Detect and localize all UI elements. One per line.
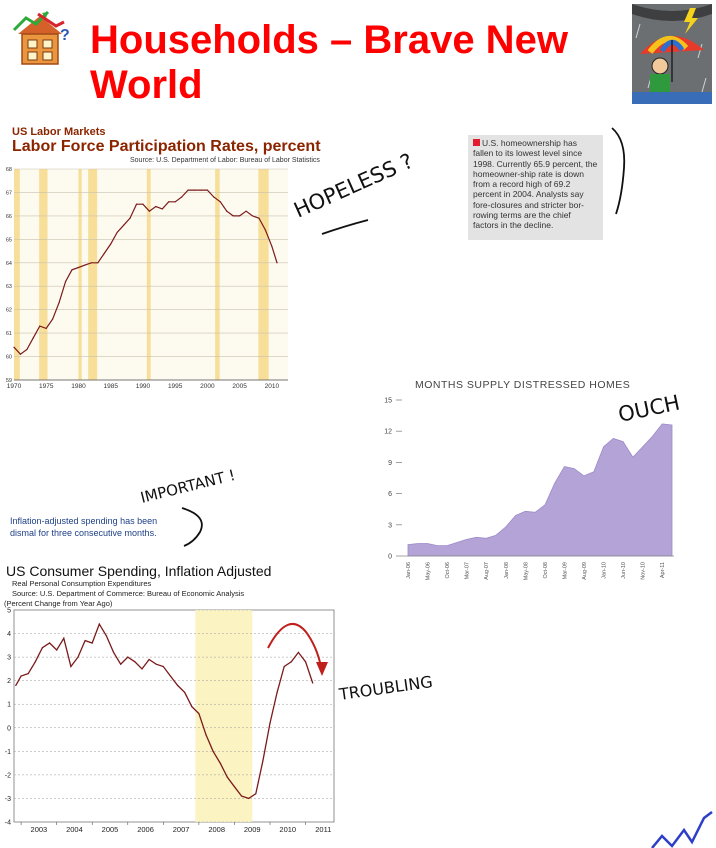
annotation-arrowhead xyxy=(316,662,328,676)
x-tick-label: Mar-09 xyxy=(562,562,569,580)
y-tick-label: 64 xyxy=(5,260,12,267)
y-tick-label: 0 xyxy=(7,725,11,733)
y-tick-label: 61 xyxy=(5,331,12,338)
annotation-scribble xyxy=(652,812,712,848)
x-tick-label: Aug-09 xyxy=(582,562,588,580)
chart1-title: Labor Force Participation Rates, percent xyxy=(12,138,321,155)
annotation-ouch: OUCH xyxy=(616,390,683,427)
y-tick-label: -1 xyxy=(4,748,11,756)
annotation-bracket xyxy=(612,128,624,214)
chart3-source: Source: U.S. Department of Commerce: Bureau of Economic Analysis xyxy=(12,589,245,598)
x-tick-label: Mar-07 xyxy=(464,562,471,580)
inflation-note-line1: Inflation-adjusted spending has been xyxy=(10,516,158,526)
y-tick-label: 2 xyxy=(7,678,11,686)
x-tick-label: May-08 xyxy=(523,562,530,581)
y-tick-label: 62 xyxy=(5,307,12,314)
x-tick-label: Jan-06 xyxy=(406,562,412,579)
chart1-source: Source: U.S. Department of Labor: Bureau of Labor Statistics xyxy=(130,157,320,164)
x-tick-label: 1970 xyxy=(6,383,22,390)
x-tick-label: Nov-10 xyxy=(640,562,647,580)
y-tick-label: 3 xyxy=(7,654,11,662)
y-tick-label: 5 xyxy=(7,607,11,615)
y-tick-label: 66 xyxy=(5,213,12,220)
x-tick-label: 2005 xyxy=(101,825,119,834)
y-tick-label: -3 xyxy=(4,795,11,803)
y-tick-label: 15 xyxy=(384,397,392,405)
chart3-unit: (Percent Change from Year Ago) xyxy=(4,599,113,608)
x-tick-label: 2010 xyxy=(279,825,297,834)
y-tick-label: 63 xyxy=(5,284,12,291)
x-tick-label: Oct-08 xyxy=(542,562,549,579)
x-tick-label: 2010 xyxy=(264,383,280,390)
y-tick-label: 0 xyxy=(388,553,392,561)
y-tick-label: 3 xyxy=(388,522,392,530)
y-tick-label: -4 xyxy=(4,819,11,827)
x-tick-label: 2000 xyxy=(200,383,215,390)
x-tick-label: Apr-11 xyxy=(660,562,667,579)
y-tick-label: 59 xyxy=(5,378,12,384)
slide-title: Households – Brave New World xyxy=(90,18,568,107)
chart2-title: MONTHS SUPPLY DISTRESSED HOMES xyxy=(415,379,631,391)
y-tick-label: 60 xyxy=(5,354,12,361)
x-tick-label: Oct-06 xyxy=(445,562,452,579)
annotation-important: IMPORTANT ! xyxy=(138,465,238,507)
y-tick-label: 68 xyxy=(5,167,12,173)
x-tick-label: 2007 xyxy=(172,825,190,834)
homeownership-note-text: U.S. homeownership has fallen to its lowest level since 1998. Currently 65.9 percent, the homeowner-ship rate is down from a record high of 69.2 percent in 2004. Analysts say fore-closures and stricter bor-rowing terms are the chief factors in the decline. xyxy=(473,138,598,231)
x-tick-label: 2011 xyxy=(315,825,332,834)
y-tick-label: 1 xyxy=(7,701,11,709)
y-tick-label: 6 xyxy=(388,491,392,499)
x-tick-label: 1990 xyxy=(135,383,151,390)
x-tick-label: 1980 xyxy=(71,383,86,390)
x-tick-label: 1995 xyxy=(167,383,183,390)
annotation-paren xyxy=(182,508,202,546)
x-tick-label: Jun-10 xyxy=(621,562,628,579)
y-tick-label: 4 xyxy=(7,631,11,639)
y-tick-label: -2 xyxy=(4,772,11,780)
x-tick-label: Aug-07 xyxy=(484,562,491,580)
annotation-troubling: TROUBLING xyxy=(337,672,434,704)
y-tick-label: 65 xyxy=(5,237,12,244)
x-tick-label: 1975 xyxy=(39,383,54,390)
svg-text:?: ? xyxy=(60,27,70,44)
chart1-supertitle: US Labor Markets xyxy=(12,126,106,138)
y-tick-label: 67 xyxy=(5,190,12,197)
x-tick-label: May-06 xyxy=(425,562,432,581)
x-tick-label: 1985 xyxy=(103,383,118,390)
y-tick-label: 9 xyxy=(388,459,392,467)
annotation-arc-arrow xyxy=(268,624,322,672)
chart3-subtitle: Real Personal Consumption Expenditures xyxy=(12,579,152,588)
x-tick-label: 2006 xyxy=(137,825,154,834)
x-tick-label: 2005 xyxy=(232,383,247,390)
annotation-hopeless: HOPELESS ? xyxy=(290,148,417,223)
x-tick-label: Jan-08 xyxy=(503,562,510,579)
x-tick-label: 2004 xyxy=(66,825,83,834)
x-tick-label: 2009 xyxy=(243,825,261,834)
chart3-title: US Consumer Spending, Inflation Adjusted xyxy=(6,563,272,579)
x-tick-label: Jan-10 xyxy=(601,562,608,579)
inflation-note-line2: dismal for three consecutive months. xyxy=(10,527,157,538)
x-tick-label: 2003 xyxy=(30,825,48,834)
x-tick-label: 2008 xyxy=(208,825,226,834)
annotation-underline xyxy=(322,220,368,234)
y-tick-label: 12 xyxy=(384,428,392,436)
